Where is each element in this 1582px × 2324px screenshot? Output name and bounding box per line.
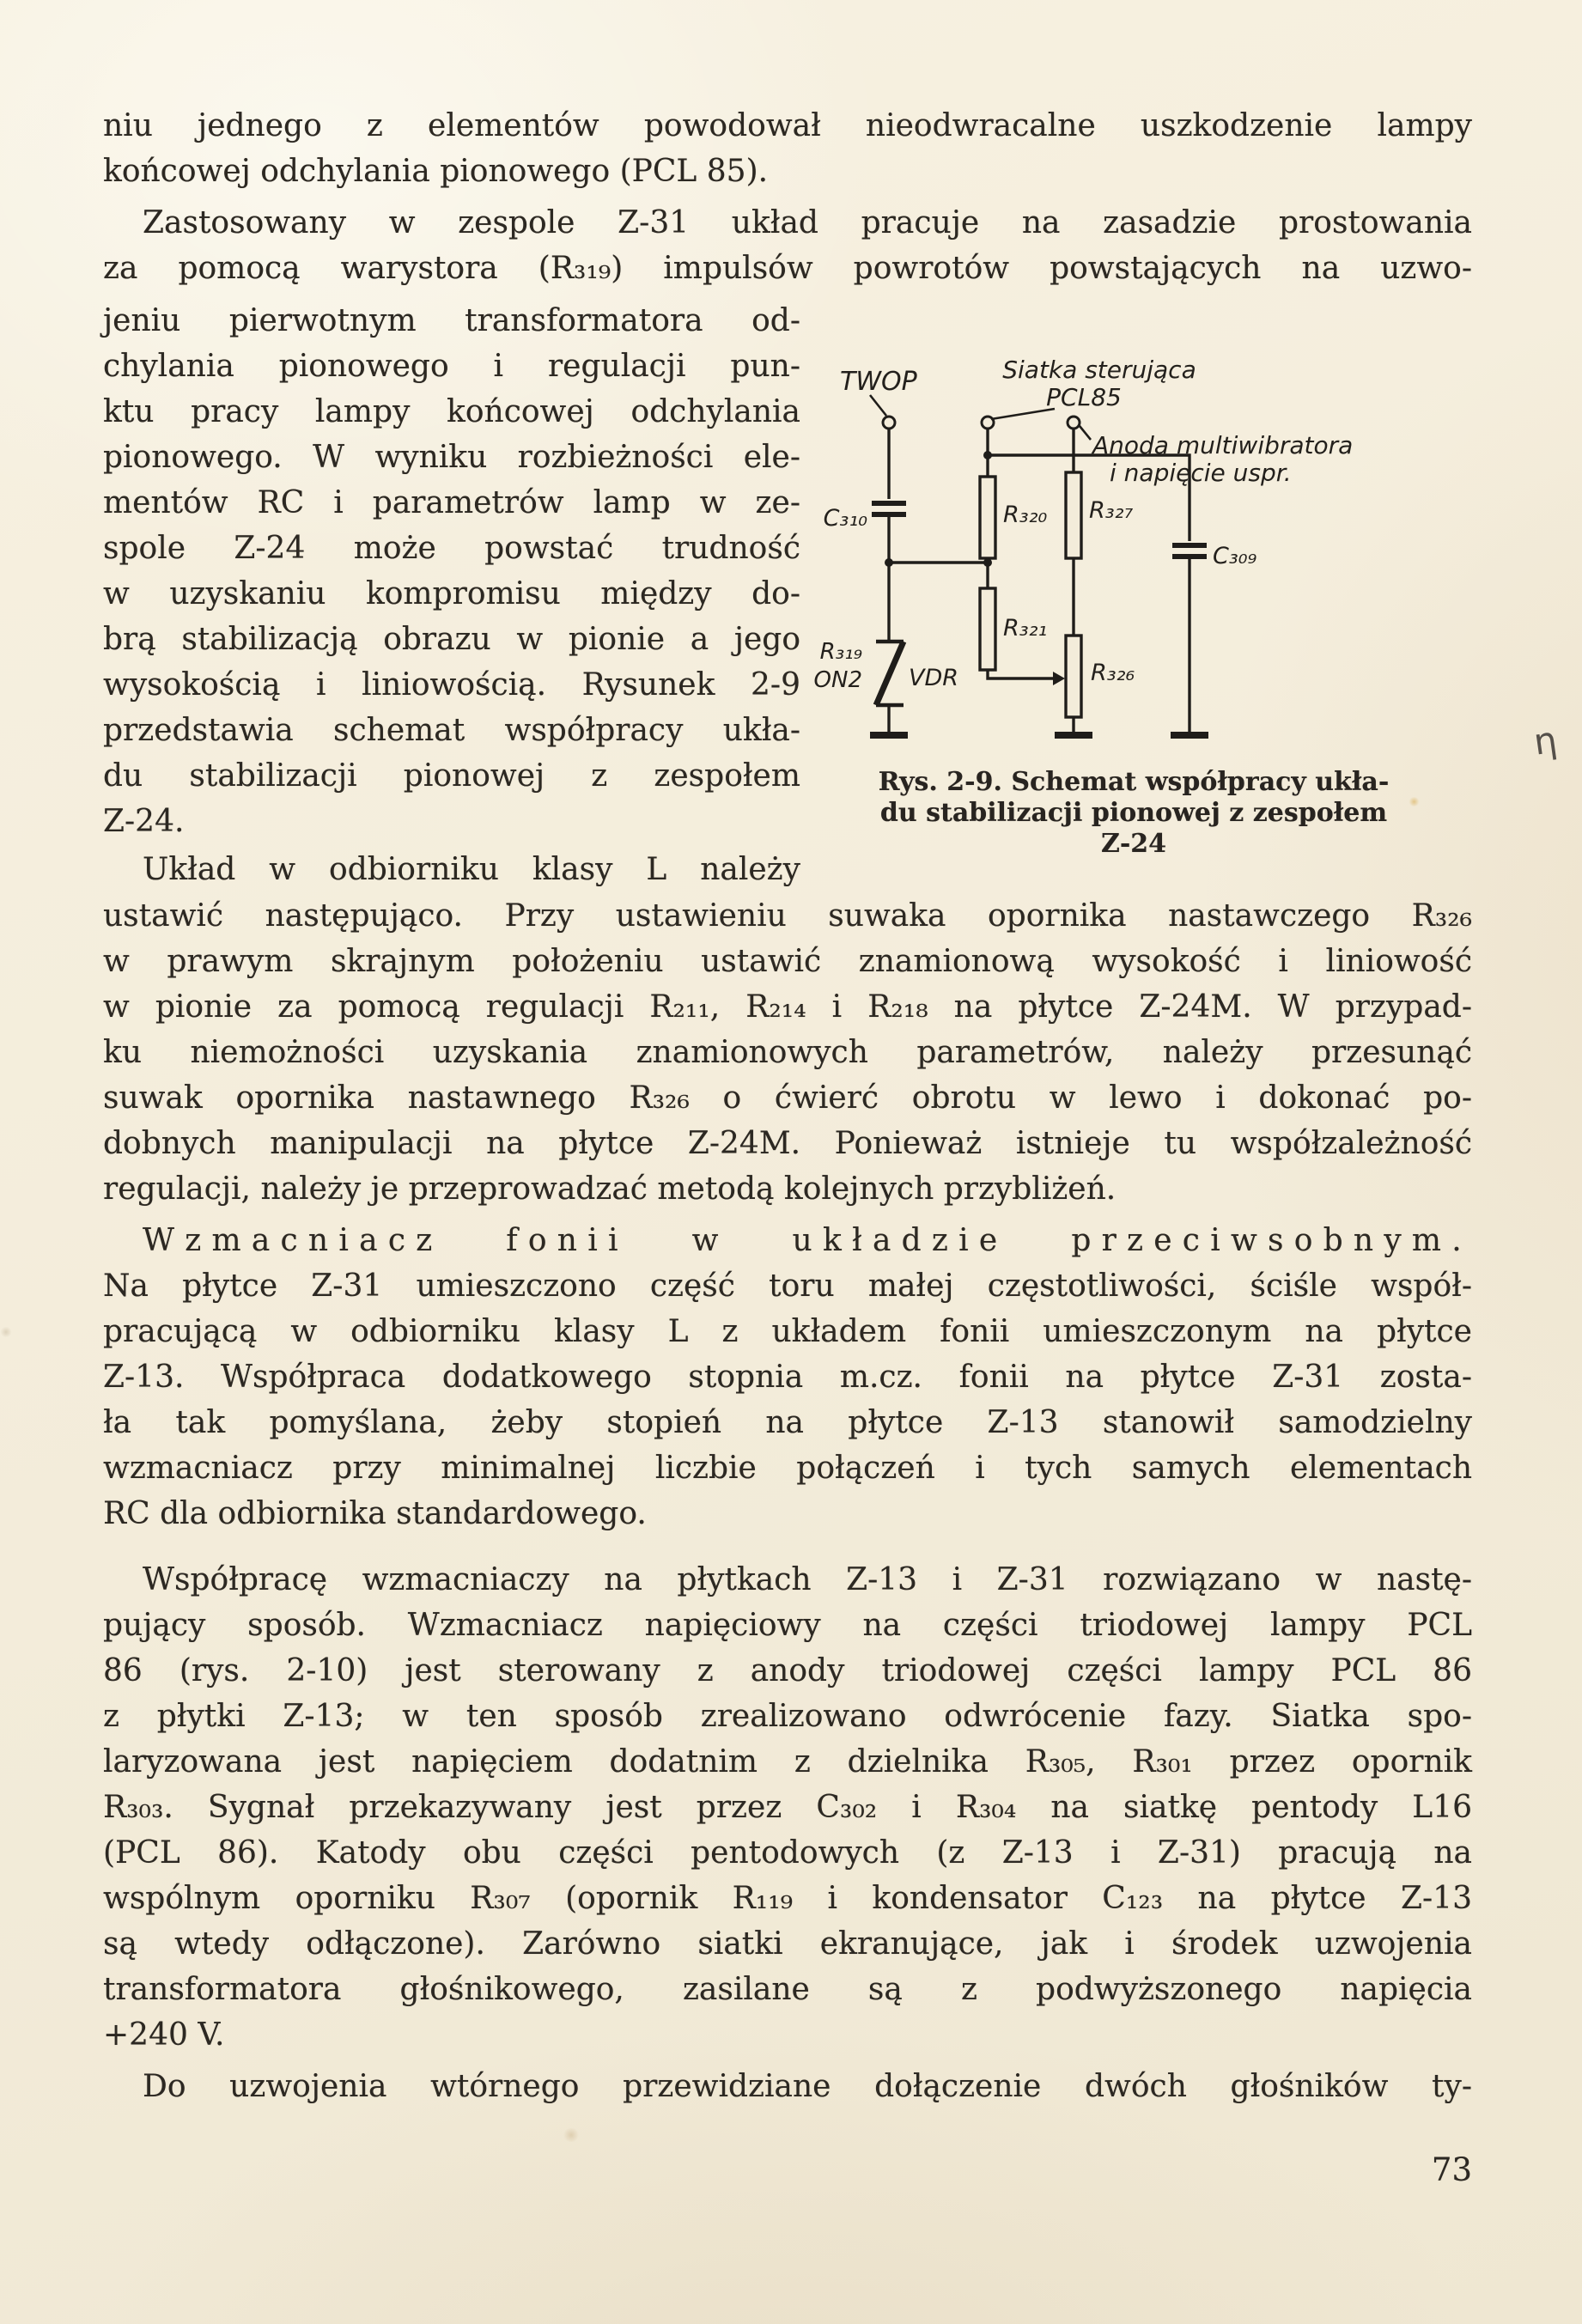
paper-stain: [0, 1327, 12, 1337]
resistor-r327: [1066, 472, 1081, 558]
text-line: ktu pracy lampy końcowej odchylania: [103, 394, 800, 429]
text-line: jeniu pierwotnym transformatora od-: [103, 303, 800, 338]
resistor-r321: [980, 588, 995, 670]
label-r320: R₃₂₀: [1003, 502, 1048, 528]
text-line: wspólnym oporniku R₃₀₇ (opornik R₁₁₉ i kondensator C₁₂₃ na płytce Z-13: [103, 1881, 1472, 1916]
wire-wiper: [988, 670, 1056, 678]
text-line: ku niemożności uzyskania znamionowych parametrów, należy przesunąć: [103, 1035, 1472, 1070]
text-line: regulacji, należy je przeprowadzać metodą kolejnych przybliżeń.: [103, 1171, 1117, 1207]
label-c309: C₃₀₉: [1213, 543, 1257, 569]
text-line: w pionie za pomocą regulacji R₂₁₁, R₂₁₄ i R₂₁₈ na płytce Z-24M. W przypad-: [103, 989, 1472, 1025]
text-line: pionowego. W wyniku rozbieżności ele-: [103, 440, 800, 475]
label-r321: R₃₂₁: [1003, 615, 1048, 642]
wiper-arrow: [1053, 672, 1065, 685]
text-line: (PCL 86). Katody obu części pentodowych (z Z-13 i Z-31) pracują na: [103, 1835, 1472, 1871]
ground-symbol: [1055, 732, 1092, 739]
capacitor-c310-plate: [872, 512, 906, 517]
text-line: spole Z-24 może powstać trudność: [103, 531, 800, 566]
text-line: niu jednego z elementów powodował nieodwracalne uszkodzenie lampy: [103, 108, 1472, 143]
text-line: wysokością i liniowością. Rysunek 2-9: [103, 667, 800, 703]
label-twop: TWOP: [840, 367, 917, 397]
text-line: są wtedy odłączone). Zarówno siatki ekranujące, jak i środek uzwojenia: [103, 1926, 1472, 1962]
junction-dot: [983, 558, 992, 567]
resistor-r326: [1066, 636, 1081, 717]
paragraph-6: [103, 2064, 1472, 2109]
capacitor-c309-plate: [1172, 554, 1207, 559]
label-vdr: VDR: [909, 665, 959, 691]
resistor-r320: [980, 477, 995, 558]
text-line: dobnych manipulacji na płytce Z-24M. Ponieważ istnieje tu współzależność: [103, 1126, 1472, 1161]
text-line: +240 V.: [103, 2017, 225, 2053]
text-line: du stabilizacji pionowej z zespołem: [103, 758, 800, 794]
text-line: 86 (rys. 2-10) jest sterowany z anody triodowej części lampy PCL 86: [103, 1653, 1472, 1688]
text-line: pracującą w odbiorniku klasy L z układem fonii umieszczonym na płytce: [103, 1314, 1472, 1349]
leader-line-twop: [870, 395, 886, 416]
junction-dot: [885, 558, 893, 567]
paragraph-2-narrow: [103, 298, 800, 844]
circuit-diagram: [807, 344, 1409, 756]
label-r326: R₃₂₆: [1091, 660, 1135, 686]
label-anode-line1: Anoda multiwibratora: [1092, 431, 1354, 459]
text-line: Z-24.: [103, 804, 185, 839]
text-line: Zastosowany w zespole Z-31 układ pracuje na zasadzie prostowania: [143, 205, 1472, 240]
text-line: pujący sposób. Wzmacniacz napięciowy na części triodowej lampy PCL: [103, 1608, 1472, 1643]
text-line: Współpracę wzmacniaczy na płytkach Z-13 i Z-31 rozwiązano w nastę-: [143, 1562, 1472, 1597]
capacitor-c310-plate: [872, 501, 906, 506]
label-grid-line1: Siatka sterująca: [1002, 356, 1196, 384]
varistor-symbol: [876, 642, 904, 705]
label-on2: ON2: [813, 667, 862, 693]
terminal-anode: [1068, 417, 1080, 429]
figure-caption-line: du stabilizacji pionowej z zespołem: [879, 798, 1388, 828]
text-line: wzmacniacz przy minimalnej liczbie połączeń i tych samych elementach: [103, 1451, 1472, 1486]
text-line: chylania pionowego i regulacji pun-: [103, 349, 800, 384]
text-line: w uzyskaniu kompromisu między do-: [103, 576, 800, 611]
paragraph-3-full: [103, 893, 1472, 1212]
text-line: suwak opornika nastawnego R₃₂₆ o ćwierć obrotu w lewo i dokonać po-: [103, 1080, 1472, 1116]
ground-symbol: [870, 732, 908, 739]
paragraph-2-full: [103, 200, 1472, 291]
text-line: R₃₀₃. Sygnał przekazywany jest przez C₃₀₂ i R₃₀₄ na siatkę pentody L16: [103, 1790, 1472, 1825]
text-line: Układ w odbiorniku klasy L należy: [143, 852, 800, 887]
text-line: brą stabilizacją obrazu w pionie a jego: [103, 622, 800, 657]
pencil-mark: η: [1530, 718, 1560, 764]
text-line: w prawym skrajnym położeniu ustawić znamionową wysokość i liniowość: [103, 944, 1472, 979]
capacitor-c309-plate: [1172, 543, 1207, 548]
junction-dot: [983, 451, 992, 459]
figure-caption: [855, 767, 1413, 860]
paper-stain: [563, 2128, 580, 2142]
terminal-twop: [883, 417, 895, 429]
label-c310: C₃₁₀: [823, 505, 867, 532]
label-r327: R₃₂₇: [1089, 497, 1134, 524]
text-line: ła tak pomyślana, żeby stopień na płytce Z-13 stanowił samodzielny: [103, 1405, 1472, 1440]
paper-stain: [1409, 797, 1420, 806]
paragraph-4: [103, 1218, 1472, 1536]
label-r319: R₃₁₉: [819, 639, 862, 665]
figure-caption-line: Rys. 2-9. Schemat współpracy ukła-: [878, 767, 1390, 797]
text-line: laryzowana jest napięciem dodatnim z dzielnika R₃₀₅, R₃₀₁ przez opornik: [103, 1744, 1472, 1780]
paragraph-5: [103, 1557, 1472, 2058]
text-line: Na płytce Z-31 umieszczono część toru małej częstotliwości, ściśle współ-: [103, 1268, 1472, 1304]
page-number: 73: [1431, 2151, 1472, 2188]
text-line: Z-13. Współpraca dodatkowego stopnia m.cz. fonii na płytce Z-31 zosta-: [103, 1360, 1472, 1395]
text-line: za pomocą warystora (R₃₁₉) impulsów powrotów powstających na uzwo-: [103, 251, 1472, 286]
text-line: końcowej odchylania pionowego (PCL 85).: [103, 154, 769, 189]
text-line: transformatora głośnikowego, zasilane są z podwyższonego napięcia: [103, 1972, 1472, 2007]
leader-line-grid: [991, 409, 1055, 419]
figure-caption-line: Z-24: [1100, 829, 1167, 859]
leader-line-anode: [1080, 426, 1091, 440]
text-line: ustawić następująco. Przy ustawieniu suwaka opornika nastawczego R₃₂₆: [103, 898, 1472, 934]
ground-symbol: [1171, 732, 1208, 739]
text-line: RC dla odbiornika standardowego.: [103, 1496, 647, 1531]
text-line: z płytki Z-13; w ten sposób zrealizowano odwrócenie fazy. Siatka spo-: [103, 1699, 1472, 1734]
paragraph-1: [103, 103, 1472, 194]
paragraph-3-first-line: [103, 847, 800, 892]
label-anode-line2: i napięcie uspr.: [1110, 459, 1292, 487]
section-heading: Wzmacniacz fonii w układzie przeciwsobnym.: [143, 1223, 1472, 1258]
label-grid-line2: PCL85: [1046, 383, 1122, 411]
text-line: mentów RC i parametrów lamp w ze-: [103, 485, 800, 520]
text-line: Do uzwojenia wtórnego przewidziane dołączenie dwóch głośników ty-: [143, 2069, 1472, 2104]
text-line: przedstawia schemat współpracy ukła-: [103, 713, 800, 748]
